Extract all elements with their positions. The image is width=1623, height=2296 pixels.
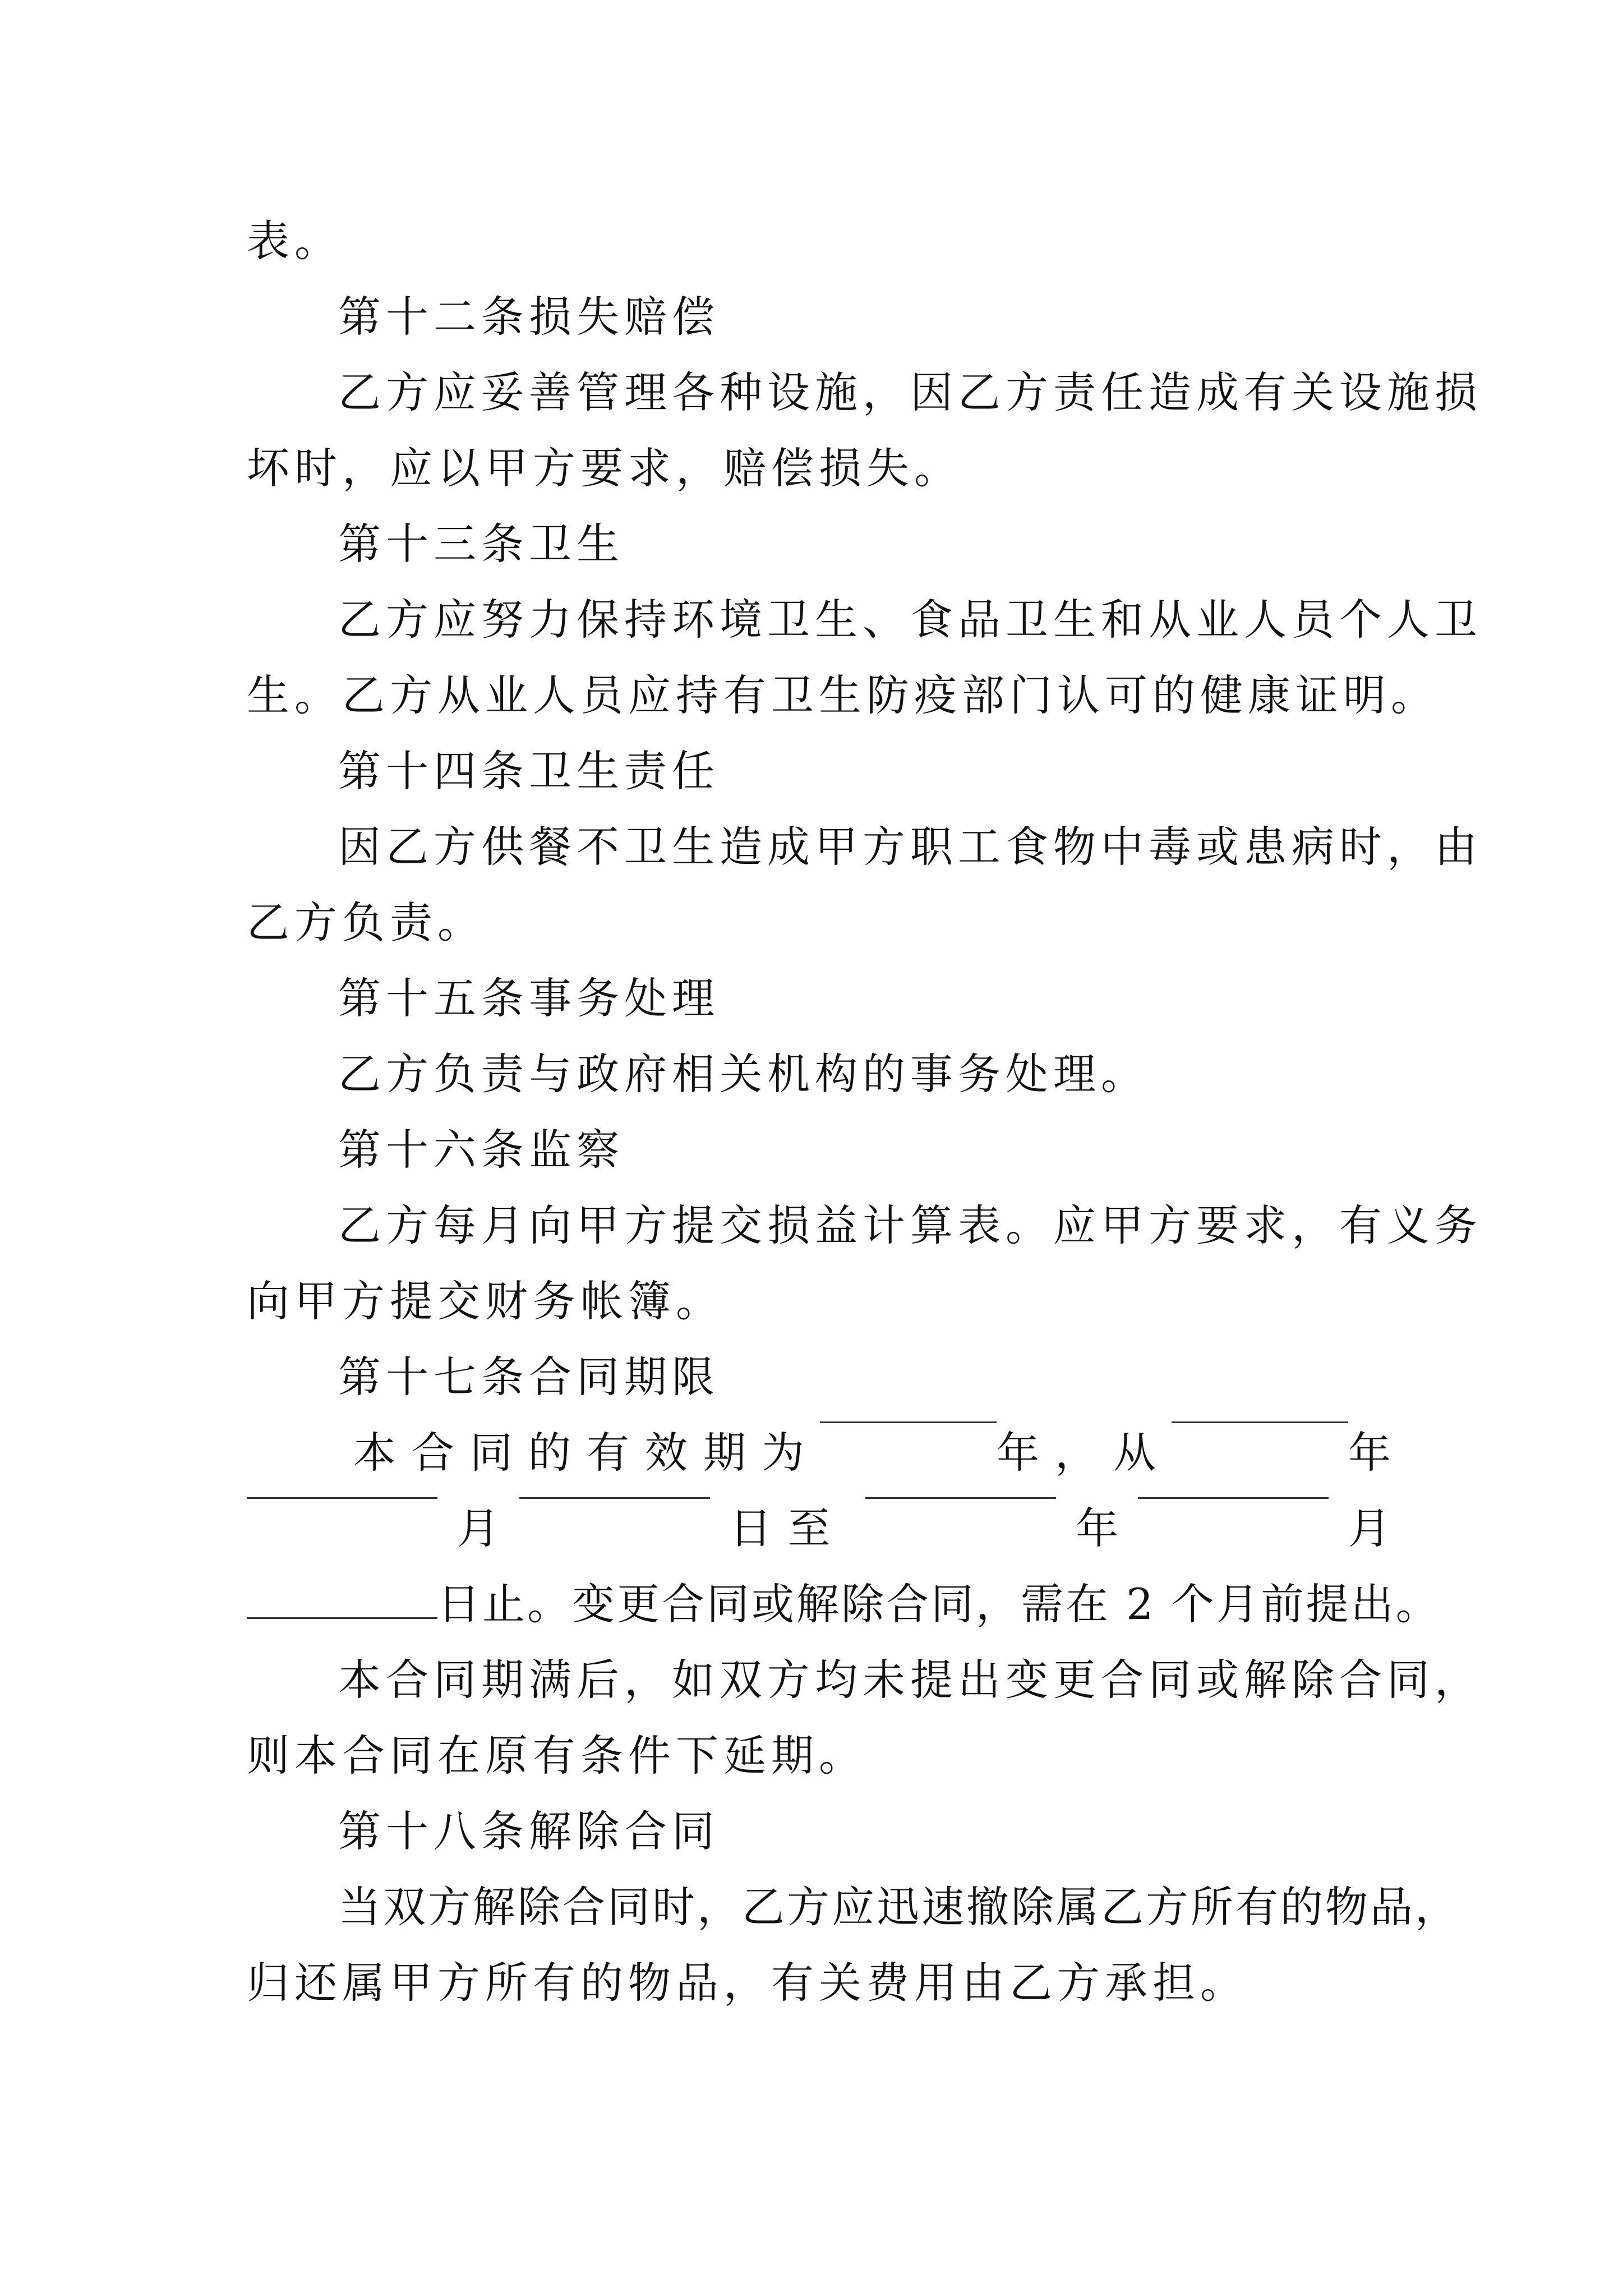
blank-end-year-field[interactable] [865,1495,1056,1499]
term-clause-line-3 [247,1571,1441,1638]
article-14-heading: 第十四条卫生责任 [338,746,720,796]
blank-years-field[interactable] [820,1419,997,1423]
paragraph-line: 生。乙方从业人员应持有卫生防疫部门认可的健康证明。 [247,670,1438,720]
term-clause-line-2 [247,1495,1391,1562]
paragraph-line: 乙方应努力保持环境卫生、食品卫生和从业人员个人卫 [338,595,1482,645]
blank-end-day-field[interactable] [247,1615,437,1619]
paragraph-line: 乙方负责与政府相关机构的事务处理。 [338,1049,1149,1099]
article-17-heading: 第十七条合同期限 [338,1352,720,1402]
blank-start-day-field[interactable] [519,1495,710,1499]
paragraph-line: 则本合同在原有条件下延期。 [247,1731,866,1780]
paragraph-line: 本合同期满后，如双方均未提出变更合同或解除合同， [338,1655,1482,1705]
term-clause-text: 日止。变更合同或解除合同，需在 2 个月前提出。 [437,1579,1441,1629]
term-clause-text: 月 [1348,1503,1391,1553]
paragraph-line: 乙方负责。 [247,898,485,947]
article-12-heading: 第十二条损失赔偿 [338,292,720,342]
term-clause-text: 日至 [729,1503,846,1553]
paragraph-line: 坏时，应以甲方要求，赔偿损失。 [247,443,962,493]
term-clause-text: 年 [1076,1503,1119,1553]
blank-end-month-field[interactable] [1138,1495,1329,1499]
paragraph-line: 因乙方供餐不卫生造成甲方职工食物中毒或患病时，由 [338,822,1482,872]
article-15-heading: 第十五条事务处理 [338,973,720,1023]
blank-start-month-field[interactable] [247,1495,437,1499]
paragraph-line: 向甲方提交财务帐簿。 [247,1276,723,1326]
term-clause-text: 本合同的有效期为 [353,1428,820,1478]
article-18-heading: 第十八条解除合同 [338,1806,720,1856]
term-clause-line-1 [353,1419,1391,1487]
paragraph-line: 乙方应妥善管理各种设施，因乙方责任造成有关设施损 [338,367,1482,417]
paragraph-line: 乙方每月向甲方提交损益计算表。应甲方要求，有义务 [338,1200,1482,1250]
article-16-heading: 第十六条监察 [338,1125,624,1175]
article-13-heading: 第十三条卫生 [338,519,624,569]
paragraph-line: 表。 [247,216,342,266]
paragraph-line: 归还属甲方所有的物品，有关费用由乙方承担。 [247,1958,1248,2008]
paragraph-line: 当双方解除合同时，乙方应迅速撤除属乙方所有的物品， [338,1882,1460,1932]
term-clause-text: 年，从 [997,1428,1172,1478]
term-clause-text: 年 [1348,1428,1391,1478]
blank-start-year-field[interactable] [1172,1419,1348,1423]
term-clause-text: 月 [457,1503,500,1553]
